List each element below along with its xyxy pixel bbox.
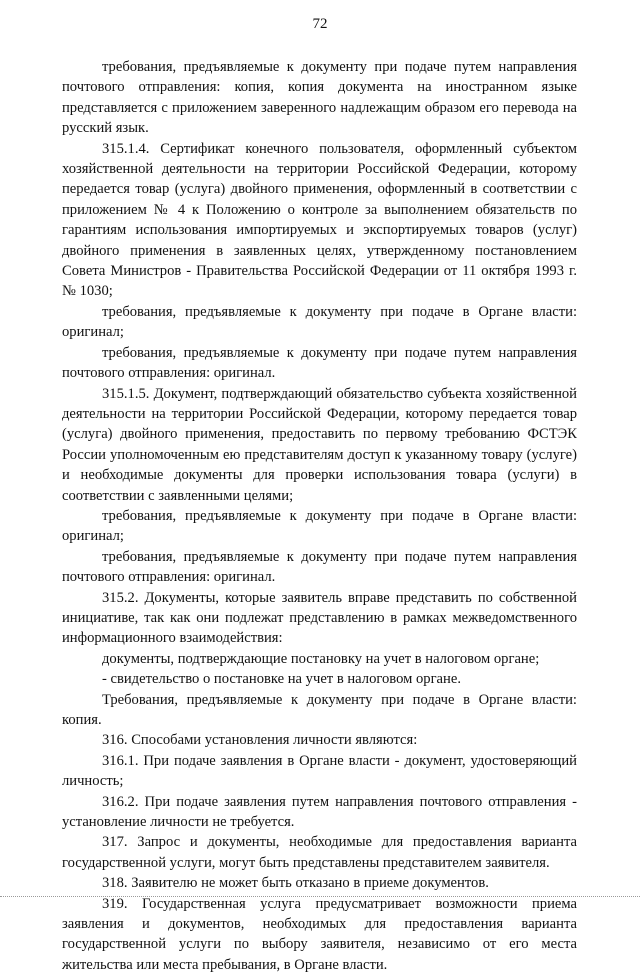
paragraph-318: 318. Заявителю не может быть отказано в приеме документов. [102, 875, 489, 892]
paragraph-tax-certificate: - свидетельство о постановке на учет в налоговом органе. [102, 671, 461, 688]
paragraph-foreign-copy-requirement: требования, предъявляемые к документу при подаче путем направления почтового отправления: копия, копия документа на иностранном языке представляется с приложением заверенного надлежащим образом его перевода на русский язык. [62, 59, 577, 137]
paragraph-tax-registration-docs: документы, подтверждающие постановку на учет в налоговом органе; [102, 650, 540, 667]
page-number: 72 [312, 16, 328, 32]
document-body [62, 57, 577, 975]
paragraph-requirement-authority: требования, предъявляемые к документу при подаче в Органе власти: оригинал; [62, 303, 577, 341]
paragraph-315-2: 315.2. Документы, которые заявитель вправе представить по собственной инициативе, так как они подлежат представлению в рамках межведомственного информационного взаимодействия: [62, 589, 577, 647]
paragraph-315-1-5: 315.1.5. Документ, подтверждающий обязательство субъекта хозяйственной деятельности на территории Российской Федерации, которому передается товар (услуга) двойного применения, предоставить по первому требованию ФСТЭК России уполномоченным ею представителям доступ к указанному товару (услуге) и необходимые документы для проверки использования товара (услуги) в соответствии с заявленными целями; [62, 385, 577, 504]
paragraph-319: 319. Государственная услуга предусматривает возможности приема заявления и документов, необходимых для предоставления варианта государственной услуги по выбору заявителя, независимо от его места жительства или места пребывания, в Органе власти. [62, 895, 577, 973]
paragraph-316: 316. Способами установления личности являются: [102, 732, 418, 749]
paragraph-requirement-copy: Требования, предъявляемые к документу при подаче в Органе власти: копия. [62, 691, 577, 728]
paragraph-requirement-mail: требования, предъявляемые к документу при подаче путем направления почтового отправления: оригинал. [62, 344, 577, 382]
paragraph-316-1: 316.1. При подаче заявления в Органе власти - документ, удостоверяющий личность; [62, 752, 577, 790]
paragraph-requirement-mail: требования, предъявляемые к документу при подаче путем направления почтового отправления: оригинал. [62, 548, 577, 586]
paragraph-316-2: 316.2. При подаче заявления путем направления почтового отправления - установление личности не требуется. [62, 793, 577, 831]
paragraph-317: 317. Запрос и документы, необходимые для предоставления варианта государственной услуги, могут быть представлены представителем заявителя. [62, 834, 577, 871]
paragraph-315-1-4: 315.1.4. Сертификат конечного пользователя, оформленный субъектом хозяйственной деятельности на территории Российской Федерации, которому передается товар (услуга) двойного применения, оформленный в соответствии с приложением № 4 к Положению о контроле за выполнением обязательств по гарантиям использования импортируемых и экспортируемых товаров (услуг) двойного применения в заявленных целях, утвержденному постановлением Совета Министров - Правительства Российской Федерации от 11 октября 1993 г. № 1030; [62, 140, 577, 300]
scan-edge-line [0, 896, 640, 897]
paragraph-requirement-authority: требования, предъявляемые к документу при подаче в Органе власти: оригинал; [62, 507, 577, 545]
